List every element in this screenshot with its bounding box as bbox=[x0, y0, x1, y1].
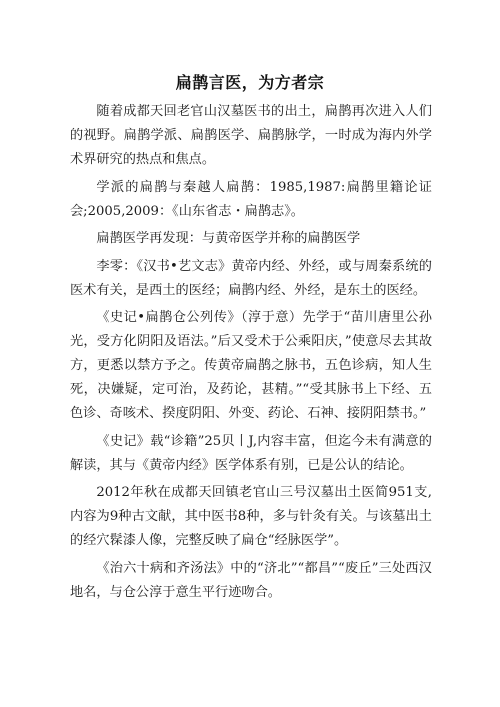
paragraph-school: 学派的扁鹊与秦越人扁鹊：1985,1987:扁鹊里籍论证会;2005,2009：《山东省志・扁鹊志》。 bbox=[70, 179, 432, 219]
paragraph-intro: 随着成都天回老官山汉墓医书的出土，扁鹊再次进入人们的视野。扁鹊学派、扁鹊医学、扁鹊脉学，一时成为海内外学术界研究的热点和焦点。 bbox=[70, 104, 432, 167]
paragraph-shiji-biography: 《史记•扁鹊仓公列传》（淳于意）先学于“苗川唐里公孙光，受方化阴阳及语法。”后又受术于公乘阳庆，”使意尽去其故方，更悉以禁方予之。传黄帝扁鹊之脉书，五色诊病，知人生死，决嫌疑，定可治，及药论，甚精。”“受其脉书上下经、五色诊、奇咳术、揆度阴阳、外变、药论、石神、接阴阳禁书。” bbox=[70, 310, 432, 421]
paragraph-subheading: 扁鹊医学再发现：与黄帝医学并称的扁鹊医学 bbox=[96, 231, 361, 246]
paragraph-zhenji: 《史记》载“诊籍”25贝丨J,内容丰富，但迄今未有满意的解读，其与《黄帝内经》医学体系有别，已是公认的结论。 bbox=[70, 433, 432, 473]
paragraph-place-names: 《治六十病和齐汤法》中的“济北”“都昌”“废丘”三处西汉地名，与仓公淳于意生平行迹吻合。 bbox=[70, 560, 432, 600]
document-title: 扁鹊言医，为方者宗 bbox=[175, 73, 325, 92]
document-body bbox=[70, 100, 432, 608]
paragraph-laoguanshan: 2012年秋在成都天回镇老官山三号汉墓出土医简951支,内容为9种古文献，其中医书8种，多与针灸有关。与该墓出土的经穴髹漆人像，完整反映了扁仓“经脉医学”。 bbox=[70, 485, 432, 548]
paragraph-li-ling: 李零：《汉书•艺文志》黄帝内经、外经，或与周秦系统的医术有关，是西土的医经；扁鹊内经、外经，是东土的医经。 bbox=[70, 258, 432, 298]
